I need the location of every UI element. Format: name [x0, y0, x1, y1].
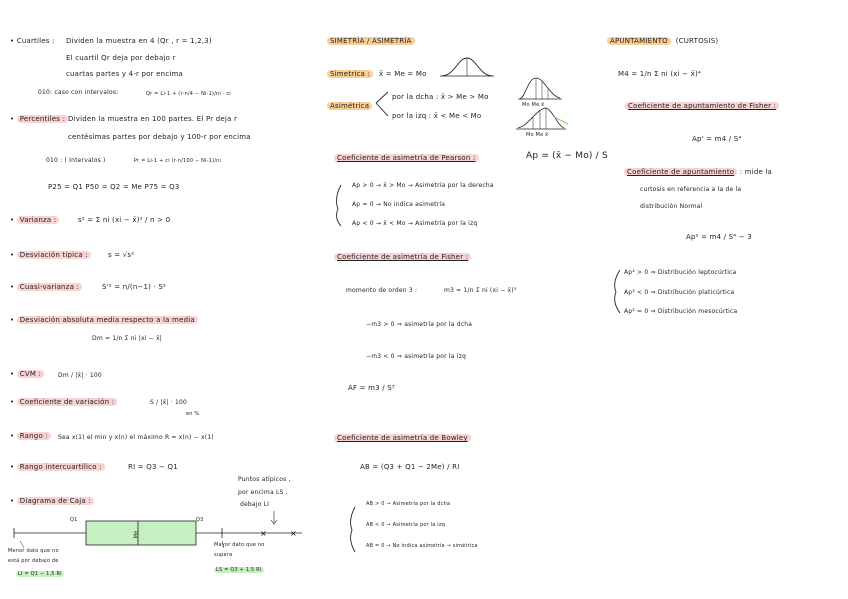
min-note-1: Menor dato que no: [8, 548, 59, 554]
apuntamiento-header-text: APUNTAMIENTO: [607, 37, 671, 45]
percentiles-title: • Percentiles :: [10, 115, 68, 124]
boxplot-q3-label: Q3: [196, 517, 204, 523]
percentiles-interval-formula: Pr = Li-1 + ci (r·n/100 − Ni-1)/ni: [134, 158, 222, 164]
fisher-asym-title: [334, 253, 471, 262]
svg-text:×: ×: [260, 529, 267, 538]
varianza-formula: s² = Σ ni (xi − x̄)² / n > 0: [78, 216, 171, 224]
varianza-title: • Varianza :: [10, 216, 59, 225]
fisher-moment-formula: m3 = 1/n Σ ni (xi − x̄)³: [444, 287, 517, 294]
cvm-title-text: CVM :: [17, 370, 44, 378]
cuartiles-interval-formula: Qr = Li-1 + (r·n/4 − Ni-1)/ni · ci: [146, 91, 231, 97]
max-note-2: supera: [214, 552, 233, 558]
ri-title: • Rango intercuartílico :: [10, 463, 105, 472]
cuasi-formula: S'² = n/(n−1) · S²: [102, 283, 167, 291]
bowley-case-3: AB = 0 → No indica asimetría → simétrica: [366, 543, 478, 549]
curtosis-case-1: Ap² > 0 ⇒ Distribución leptocúrtica: [624, 269, 737, 276]
bowley-formula: AB = (Q3 + Q1 − 2Me) / RI: [360, 463, 460, 471]
apuntamiento-header-paren: (CURTOSIS): [675, 37, 719, 45]
ri-title-text: Rango intercuartílico :: [17, 463, 105, 471]
desviacion-formula: s = √s²: [108, 251, 135, 259]
cvm-title: • CVM :: [10, 370, 44, 379]
bowley-case-1: AB > 0 → Asimetría por la dcha: [366, 501, 451, 507]
fisher-asym-title-text: Coeficiente de asimetría de Fisher :: [334, 253, 471, 261]
fisher-case-1: −m3 > 0 ⇒ asimetría por la dcha: [366, 321, 473, 328]
svg-text:×: ×: [290, 529, 297, 538]
pearson-case-1: Ap > 0 → x̄ > Mo → Asimetría por la derecha: [352, 182, 494, 189]
m4-formula: M4 = 1/n Σ ni (xi − x̄)⁴: [618, 70, 701, 78]
rango-title-text: Rango :: [17, 432, 51, 440]
cuartiles-line-2: El cuartil Qr deja por debajo r: [66, 54, 176, 62]
simetria-header-text: SIMETRÍA / ASIMETRÍA: [327, 37, 415, 45]
bowley-title: [334, 434, 471, 443]
percentiles-line-2: centésimas partes por debajo y 100-r por encima: [68, 133, 251, 141]
cuartiles-line-3: cuartas partes y 4-r por encima: [66, 70, 184, 78]
boxplot-title: • Diagrama de Caja :: [10, 497, 94, 506]
asim-left-curve-labels: Mo Me x̄: [526, 132, 549, 138]
percentiles-interval-label: 010 : ( Intervalos ): [46, 157, 106, 164]
cuartiles-title-text: Cuartiles :: [16, 37, 55, 45]
curtosis-line-2: curtosis en referencia a la de la: [640, 186, 742, 193]
outliers-note-1: Puntos atípicos ,: [238, 476, 291, 483]
min-note-2: está por debajo de: [8, 558, 59, 564]
curtosis-line-1: : mide la: [739, 168, 773, 176]
percentiles-line-1: Dividen la muestra en 100 partes. El Pr deja r: [68, 115, 238, 123]
cv-formula: S / |x̄| · 100: [150, 399, 188, 406]
cv-note: en %: [186, 411, 200, 417]
cuartiles-interval-label: 010: caso con intervalos:: [38, 89, 119, 96]
curtosis-fisher-title: [625, 102, 779, 111]
desviacion-title: • Desviación típica :: [10, 251, 91, 260]
ls-formula-text: LS = Q3 + 1,5 RI: [216, 567, 262, 573]
cuartiles-title: • Cuartiles :: [10, 37, 55, 45]
ri-formula: RI = Q3 − Q1: [128, 463, 178, 471]
percentiles-title-text: Percentiles :: [17, 115, 68, 123]
cv-title: • Coeficiente de variación :: [10, 398, 117, 407]
curtosis-title-text: Coeficiente de apuntamiento: [624, 168, 737, 176]
cuartiles-line-1: Dividen la muestra en 4 (Qr , r = 1,2,3): [66, 37, 212, 45]
fisher-case-2: −m3 < 0 ⇒ asimetría por la izq: [366, 353, 466, 360]
percentiles-equalities: P25 = Q1 P50 = Q2 = Me P75 = Q3: [48, 183, 180, 191]
rango-text: Sea x(1) el min y x(n) el máximo R = x(n) − x(1): [58, 434, 214, 441]
max-note-1: Mayor dato que no: [214, 542, 265, 548]
cuasi-title: • Cuasi-varianza :: [10, 283, 82, 292]
bowley-title-text: Coeficiente de asimetría de Bowley: [334, 434, 471, 442]
fisher-moment-label: momento de orden 3 :: [346, 287, 418, 294]
bowley-case-2: AB < 0 → Asimetría por la izq: [366, 522, 446, 528]
boxplot-q1-label: Q1: [70, 517, 78, 523]
pearson-case-3: Ap < 0 → x̄ < Mo → Asimetría por la izq: [352, 220, 478, 227]
curtosis-fisher-title-text: Coeficiente de apuntamiento de Fisher :: [625, 102, 779, 110]
asimetrica-left: por la izq : x̄ < Me < Mo: [392, 112, 482, 120]
fisher-asym-formula: AF = m3 / S³: [348, 384, 395, 392]
curtosis-line-3: distribución Normal: [640, 203, 703, 210]
curtosis-fisher-formula: Ap' = m4 / S⁴: [692, 135, 742, 143]
curtosis-case-3: Ap² = 0 ⇒ Distribución mesocúrtica: [624, 308, 738, 315]
cuasi-title-text: Cuasi-varianza :: [17, 283, 82, 291]
dam-formula: Dm = 1/n Σ ni |xi − x̄|: [92, 335, 162, 342]
outliers-note-2: por encima LS ,: [238, 489, 288, 496]
dam-title: • Desviación absoluta media respecto a la media: [10, 316, 198, 325]
asimetrica-right: por la dcha : x̄ > Me > Mo: [392, 93, 489, 101]
outliers-note-3: debajo LI: [240, 501, 270, 508]
pearson-title: [334, 154, 479, 163]
pearson-case-2: Ap = 0 → No indica asimetría: [352, 201, 446, 208]
apuntamiento-header: [607, 37, 718, 46]
asimetrica-label-text: Asimétrica: [327, 102, 372, 110]
cv-title-text: Coeficiente de variación :: [17, 398, 118, 406]
simetrica-label-text: Simetrica :: [327, 70, 373, 78]
boxplot-me-label: Me: [133, 530, 140, 539]
curtosis-title: [624, 168, 772, 177]
asim-right-curve-labels: Mo Me x̄: [522, 102, 545, 108]
desviacion-title-text: Desviación típica :: [17, 251, 91, 259]
pearson-formula: Ap = (x̄ − Mo) / S: [526, 151, 608, 161]
varianza-title-text: Varianza :: [17, 216, 60, 224]
curtosis-formula: Ap² = m4 / S⁴ − 3: [686, 233, 752, 241]
rango-title: • Rango :: [10, 432, 51, 441]
dam-title-text: Desviación absoluta media respecto a la media: [17, 316, 198, 324]
boxplot-title-text: Diagrama de Caja :: [17, 497, 94, 505]
simetrica-formula: x̄ = Me = Mo: [379, 70, 427, 78]
curtosis-case-2: Ap² < 0 ⇒ Distribución platicúrtica: [624, 289, 735, 296]
cvm-formula: Dm / |x̄| · 100: [58, 372, 102, 379]
pearson-title-text: Coeficiente de asimetría de Pearson :: [334, 154, 479, 162]
li-formula-text: LI = Q1 − 1,5 RI: [18, 571, 62, 577]
